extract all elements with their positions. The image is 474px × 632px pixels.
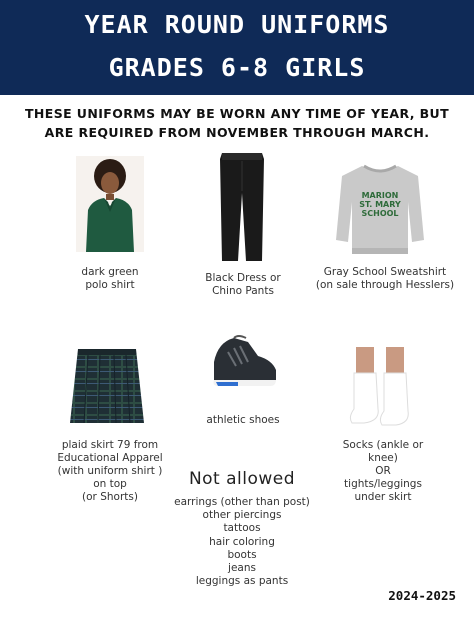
sweatshirt-caption: Gray School Sweatshirt (on sale through Hesslers) xyxy=(315,266,455,291)
school-year: 2024-2025 xyxy=(388,588,456,603)
polo-caption: dark green polo shirt xyxy=(81,266,139,291)
list-item: other piercings xyxy=(202,509,282,522)
list-item: leggings as pants xyxy=(195,575,289,588)
not-allowed-title: Not allowed xyxy=(188,469,296,489)
socks-caption: Socks (ankle or knee) OR tights/leggings under skirt xyxy=(342,439,424,503)
sweatshirt-print-1: MARION xyxy=(361,191,399,200)
not-allowed-list xyxy=(155,496,329,588)
pants-caption: Black Dress or Chino Pants xyxy=(205,272,281,297)
header-banner xyxy=(0,0,474,95)
list-item: tattoos xyxy=(223,522,261,535)
sweatshirt-print-2: ST. MARY xyxy=(359,200,401,209)
list-item: earrings (other than post) xyxy=(174,496,310,508)
list-item: hair coloring xyxy=(209,535,275,548)
sweatshirt-print-3: SCHOOL xyxy=(361,209,399,218)
skirt-caption: plaid skirt 79 from Educational Apparel (with uniform shirt ) on top (or Shorts) xyxy=(57,439,163,503)
athletic-shoe-image xyxy=(208,332,280,390)
subtitle-line-1: THESE UNIFORMS MAY BE WORN ANY TIME OF YEAR, BUT xyxy=(24,106,450,121)
list-item: jeans xyxy=(228,562,256,575)
title-line-1: YEAR ROUND UNIFORMS xyxy=(84,10,390,39)
subtitle-line-2: ARE REQUIRED FROM NOVEMBER THROUGH MARCH. xyxy=(44,125,430,140)
list-item: boots xyxy=(227,548,257,561)
shoes-caption: athletic shoes xyxy=(206,414,280,426)
socks-image xyxy=(346,347,416,427)
plaid-skirt-image xyxy=(68,349,146,423)
gray-sweatshirt-image xyxy=(334,162,426,258)
title-line-2: GRADES 6-8 GIRLS xyxy=(108,53,366,82)
black-pants-image xyxy=(216,153,268,261)
subtitle xyxy=(20,104,454,142)
polo-shirt-image xyxy=(76,156,144,252)
